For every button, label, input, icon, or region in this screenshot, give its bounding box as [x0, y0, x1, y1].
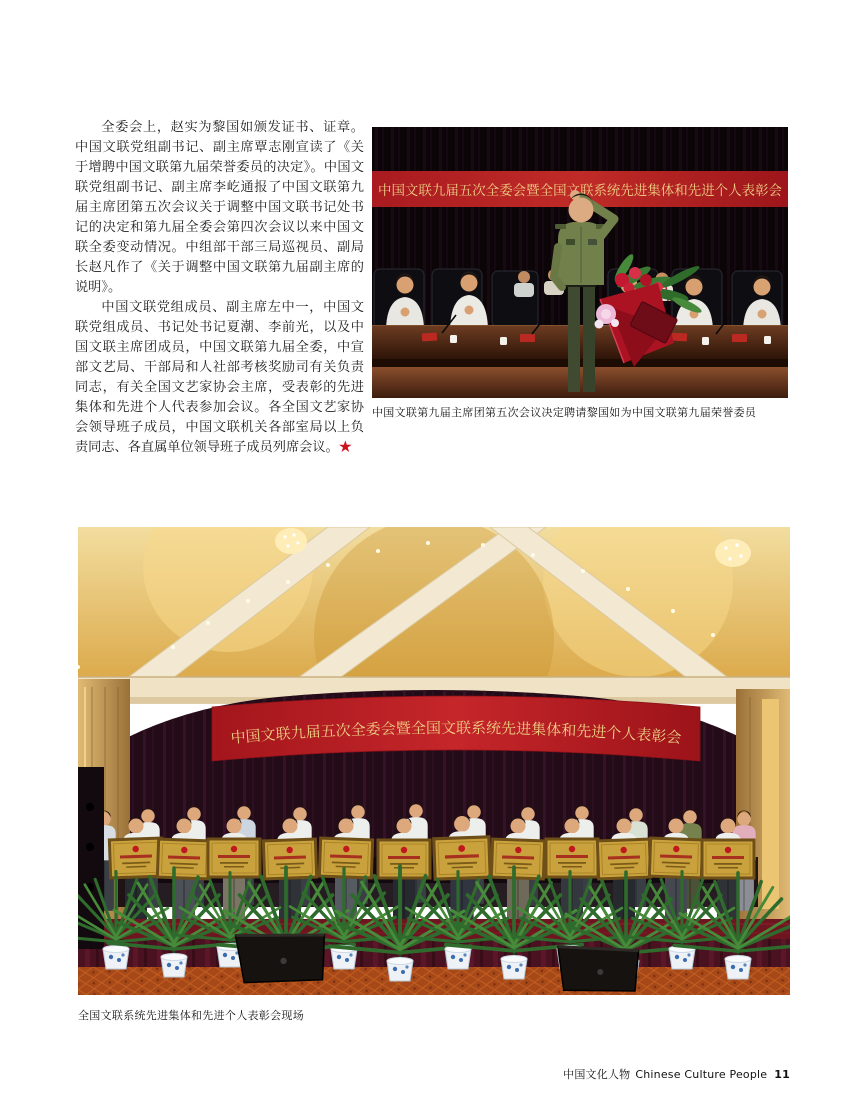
- article-paragraph-2: 中国文联党组成员、副主席左中一，中国文联党组成员、书记处书记夏潮、李前光，以及中国文联主席团成员，中国文联第九届全委，中宣部文艺局、干部局和人社部考核奖励司有关负责同志，有关全国文艺家协会主席，受表彰的先进集体和先进个人代表参加会议。各全国文艺家协会领导班子成员，中国文联机关各部室局以上负责同志、各直属单位领导班子成员列席会议。★: [75, 300, 364, 455]
- footer-magazine-title-zh: 中国文化人物: [563, 1068, 631, 1081]
- photo-ceremony-stage: [78, 527, 790, 995]
- photo1-illustration: [372, 127, 788, 398]
- article-text-column: [75, 118, 364, 458]
- photo2-caption: 全国文联系统先进集体和先进个人表彰会现场: [78, 1009, 304, 1022]
- photo2-banner-text: 中国文联九届五次全委会暨全国文联系统先进集体和先进个人表彰会: [229, 718, 683, 747]
- photo1-caption: 中国文联第九届主席团第五次会议决定聘请黎国如为中国文联第九届荣誉委员: [372, 406, 757, 419]
- article-end-star-icon: ★: [338, 440, 352, 455]
- photo2-illustration: [78, 527, 790, 995]
- photo2-chandelier-right: [715, 539, 751, 567]
- photo-award-presentation: [372, 127, 788, 398]
- footer-page-number: 11: [774, 1068, 790, 1081]
- article-paragraph-1: 全委会上，赵实为黎国如颁发证书、证章。中国文联党组副书记、副主席覃志刚宣读了《关于增聘中国文联第九届荣誉委员的决定》。中国文联党组副书记、副主席李屹通报了中国文联第九届主席团第五次会议关于调整中国文联书记处书记的决定和第九届全委会第四次会议以来中国文联全委变动情况。中组部干部三局巡视员、副局长赵凡作了《关于调整中国文联第九届副主席的说明》。: [75, 120, 364, 295]
- footer-magazine-title-en: Chinese Culture People: [635, 1068, 768, 1081]
- photo1-banner-text: 中国文联九届五次全委会暨全国文联系统先进集体和先进个人表彰会: [378, 183, 783, 199]
- page-footer: [563, 1066, 790, 1082]
- photo2-chandelier-left: [275, 528, 307, 554]
